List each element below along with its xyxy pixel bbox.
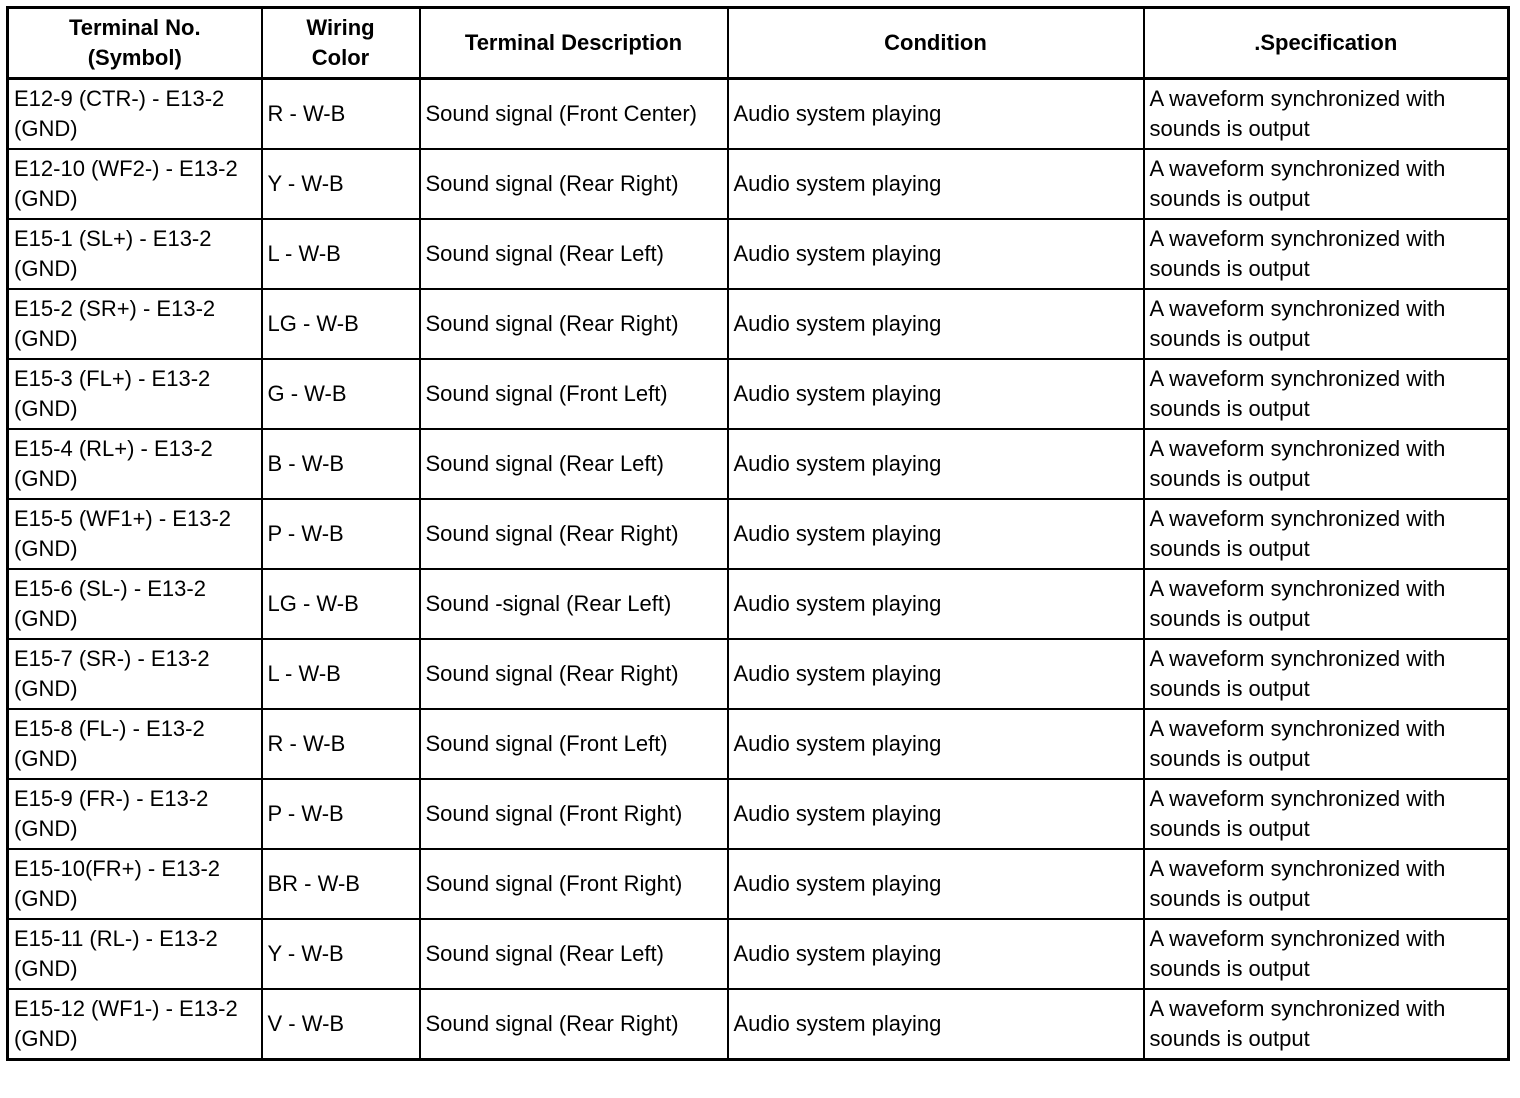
table-row xyxy=(8,149,1509,219)
cell-wiring-color: P - W-B xyxy=(262,499,420,569)
cell-terminal-description: Sound signal (Rear Left) xyxy=(420,919,728,989)
cell-specification: A waveform synchronized with sounds is output xyxy=(1144,289,1509,359)
cell-wiring-color: P - W-B xyxy=(262,779,420,849)
terminal-spec-table xyxy=(6,6,1510,1061)
cell-condition: Audio system playing xyxy=(728,359,1144,429)
cell-specification: A waveform synchronized with sounds is output xyxy=(1144,79,1509,150)
header-condition: Condition xyxy=(728,8,1144,79)
cell-wiring-color: Y - W-B xyxy=(262,919,420,989)
cell-condition: Audio system playing xyxy=(728,919,1144,989)
cell-terminal: E15-3 (FL+) - E13-2 (GND) xyxy=(8,359,262,429)
cell-terminal: E15-6 (SL-) - E13-2 (GND) xyxy=(8,569,262,639)
cell-terminal-description: Sound signal (Rear Right) xyxy=(420,149,728,219)
cell-specification: A waveform synchronized with sounds is output xyxy=(1144,709,1509,779)
cell-terminal-description: Sound signal (Front Left) xyxy=(420,359,728,429)
cell-wiring-color: LG - W-B xyxy=(262,569,420,639)
header-wiring-line2: Color xyxy=(311,45,370,70)
cell-terminal-description: Sound signal (Rear Left) xyxy=(420,429,728,499)
cell-specification: A waveform synchronized with sounds is output xyxy=(1144,429,1509,499)
cell-condition: Audio system playing xyxy=(728,569,1144,639)
cell-specification: A waveform synchronized with sounds is output xyxy=(1144,639,1509,709)
cell-specification: A waveform synchronized with sounds is output xyxy=(1144,919,1509,989)
cell-specification: A waveform synchronized with sounds is output xyxy=(1144,569,1509,639)
table-header xyxy=(8,8,1509,79)
cell-wiring-color: G - W-B xyxy=(262,359,420,429)
table-row xyxy=(8,989,1509,1060)
cell-specification: A waveform synchronized with sounds is output xyxy=(1144,219,1509,289)
cell-condition: Audio system playing xyxy=(728,989,1144,1060)
cell-specification: A waveform synchronized with sounds is output xyxy=(1144,499,1509,569)
cell-wiring-color: B - W-B xyxy=(262,429,420,499)
table-body xyxy=(8,79,1509,1060)
cell-condition: Audio system playing xyxy=(728,849,1144,919)
table-row xyxy=(8,79,1509,150)
table-row xyxy=(8,709,1509,779)
cell-wiring-color: R - W-B xyxy=(262,79,420,150)
cell-terminal-description: Sound signal (Rear Right) xyxy=(420,289,728,359)
cell-terminal-description: Sound signal (Front Center) xyxy=(420,79,728,150)
cell-terminal: E15-1 (SL+) - E13-2 (GND) xyxy=(8,219,262,289)
cell-terminal: E15-10(FR+) - E13-2 (GND) xyxy=(8,849,262,919)
cell-specification: A waveform synchronized with sounds is output xyxy=(1144,849,1509,919)
cell-specification: A waveform synchronized with sounds is output xyxy=(1144,149,1509,219)
cell-terminal: E15-11 (RL-) - E13-2 (GND) xyxy=(8,919,262,989)
cell-condition: Audio system playing xyxy=(728,429,1144,499)
cell-terminal-description: Sound signal (Front Right) xyxy=(420,849,728,919)
cell-condition: Audio system playing xyxy=(728,289,1144,359)
cell-wiring-color: Y - W-B xyxy=(262,149,420,219)
cell-wiring-color: LG - W-B xyxy=(262,289,420,359)
cell-condition: Audio system playing xyxy=(728,639,1144,709)
cell-terminal-description: Sound signal (Rear Right) xyxy=(420,499,728,569)
table-row xyxy=(8,639,1509,709)
table-row xyxy=(8,289,1509,359)
cell-wiring-color: V - W-B xyxy=(262,989,420,1060)
cell-terminal: E12-9 (CTR-) - E13-2 (GND) xyxy=(8,79,262,150)
header-terminal-line1: Terminal No. xyxy=(68,15,201,40)
cell-specification: A waveform synchronized with sounds is output xyxy=(1144,359,1509,429)
header-terminal-no xyxy=(8,8,262,79)
cell-wiring-color: BR - W-B xyxy=(262,849,420,919)
cell-terminal: E15-9 (FR-) - E13-2 (GND) xyxy=(8,779,262,849)
cell-specification: A waveform synchronized with sounds is output xyxy=(1144,989,1509,1060)
cell-terminal: E15-12 (WF1-) - E13-2 (GND) xyxy=(8,989,262,1060)
cell-wiring-color: L - W-B xyxy=(262,639,420,709)
header-terminal-line2: (Symbol) xyxy=(87,45,182,70)
cell-condition: Audio system playing xyxy=(728,219,1144,289)
cell-terminal-description: Sound signal (Rear Right) xyxy=(420,639,728,709)
cell-condition: Audio system playing xyxy=(728,709,1144,779)
cell-terminal: E15-2 (SR+) - E13-2 (GND) xyxy=(8,289,262,359)
cell-condition: Audio system playing xyxy=(728,779,1144,849)
table-row xyxy=(8,919,1509,989)
header-terminal-description: Terminal Description xyxy=(420,8,728,79)
cell-terminal-description: Sound signal (Front Right) xyxy=(420,779,728,849)
table-row xyxy=(8,219,1509,289)
cell-terminal-description: Sound signal (Front Left) xyxy=(420,709,728,779)
header-row xyxy=(8,8,1509,79)
header-wiring-line1: Wiring xyxy=(306,15,375,40)
cell-terminal: E12-10 (WF2-) - E13-2 (GND) xyxy=(8,149,262,219)
table-row xyxy=(8,359,1509,429)
table-row xyxy=(8,779,1509,849)
table-row xyxy=(8,499,1509,569)
table-row xyxy=(8,849,1509,919)
cell-condition: Audio system playing xyxy=(728,149,1144,219)
cell-wiring-color: L - W-B xyxy=(262,219,420,289)
cell-terminal: E15-4 (RL+) - E13-2 (GND) xyxy=(8,429,262,499)
table-row xyxy=(8,429,1509,499)
cell-terminal: E15-7 (SR-) - E13-2 (GND) xyxy=(8,639,262,709)
cell-terminal: E15-8 (FL-) - E13-2 (GND) xyxy=(8,709,262,779)
cell-terminal-description: Sound signal (Rear Right) xyxy=(420,989,728,1060)
cell-terminal-description: Sound signal (Rear Left) xyxy=(420,219,728,289)
header-wiring-color xyxy=(262,8,420,79)
cell-terminal: E15-5 (WF1+) - E13-2 (GND) xyxy=(8,499,262,569)
cell-condition: Audio system playing xyxy=(728,79,1144,150)
cell-terminal-description: Sound -signal (Rear Left) xyxy=(420,569,728,639)
cell-condition: Audio system playing xyxy=(728,499,1144,569)
cell-specification: A waveform synchronized with sounds is output xyxy=(1144,779,1509,849)
table-row xyxy=(8,569,1509,639)
cell-wiring-color: R - W-B xyxy=(262,709,420,779)
header-specification: .Specification xyxy=(1144,8,1509,79)
